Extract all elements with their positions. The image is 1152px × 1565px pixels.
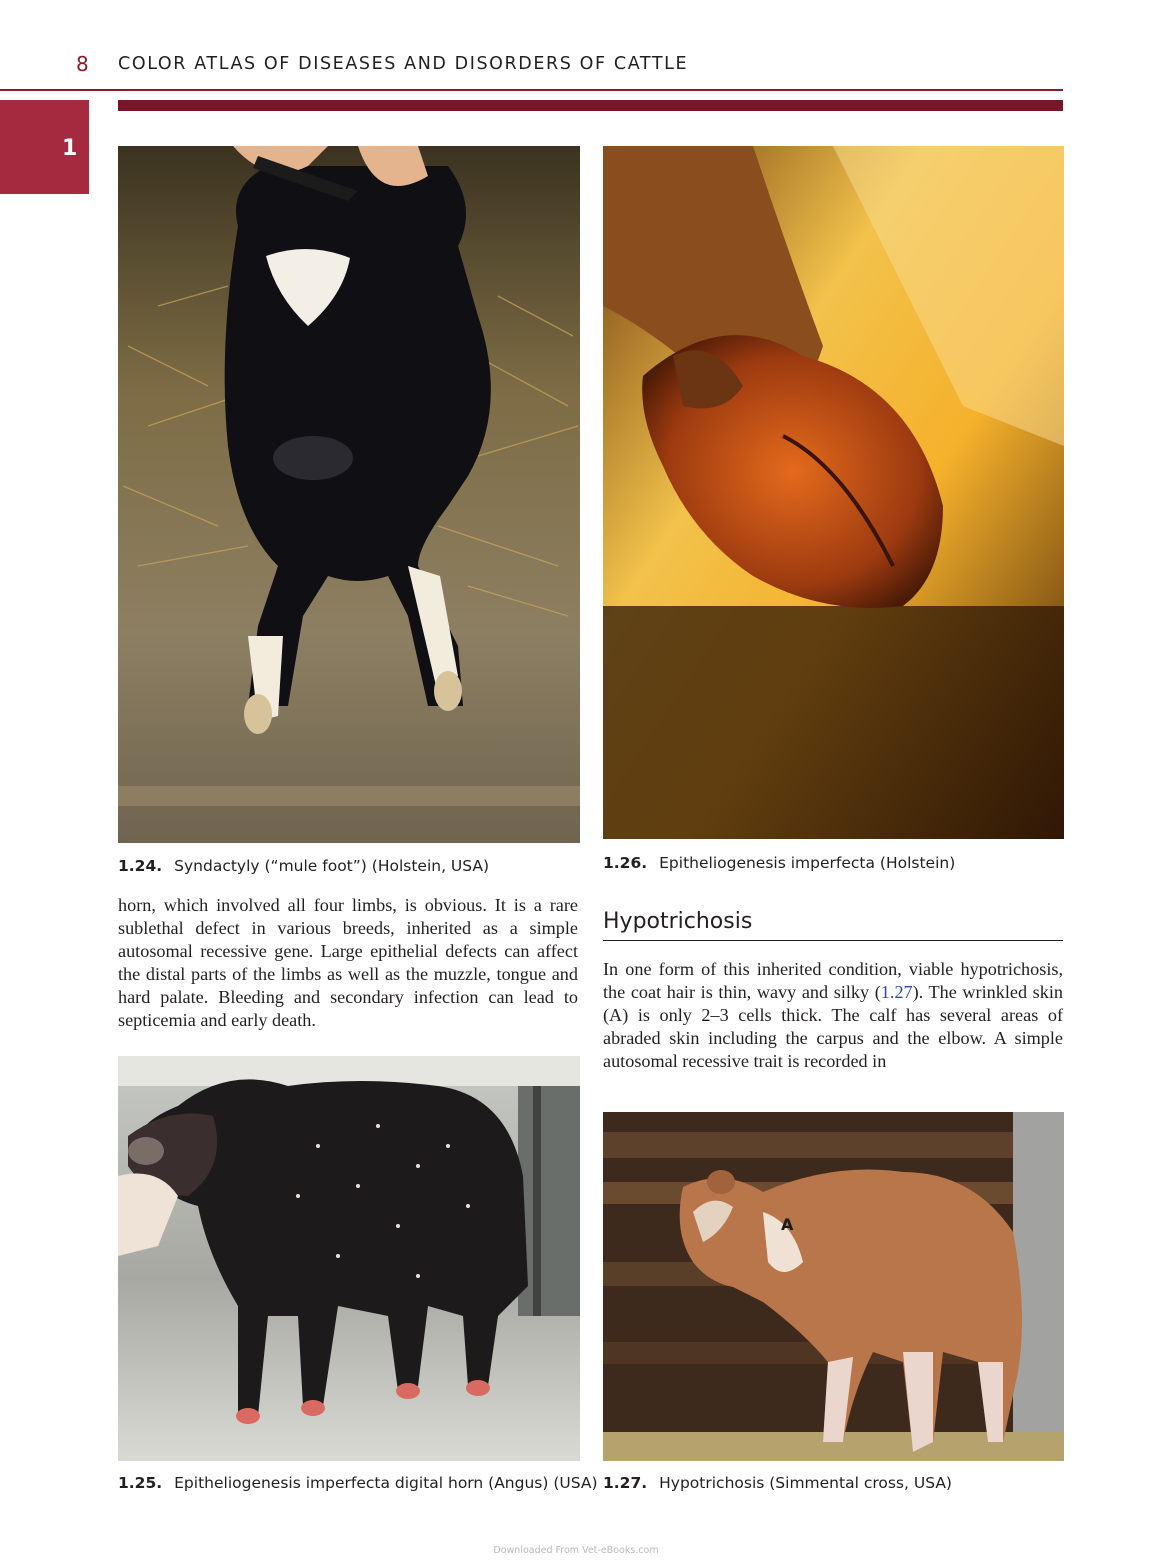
figure-1-25-photo — [118, 1056, 580, 1461]
header-rule-thin — [0, 89, 1063, 91]
figure-1-27-photo — [603, 1112, 1064, 1461]
section-paragraph — [603, 958, 1063, 1073]
figure-1-27-caption — [603, 1474, 952, 1492]
figure-caption-text: Syndactyly (“mule foot”) (Holstein, USA) — [174, 857, 490, 875]
figure-reference-link[interactable]: 1.27 — [880, 982, 913, 1002]
paragraph-text-part2: ). The wrinkled skin (A) is only 2–3 cells thick. The calf has several areas of abraded skin including the carpus and the elbow. A simple autosomal recessive trait is recorded in — [603, 982, 1063, 1071]
figure-number: 1.24. — [118, 857, 163, 875]
figure-1-25-caption — [118, 1474, 598, 1492]
photo-label-a: A — [781, 1215, 794, 1234]
figure-number: 1.27. — [603, 1474, 648, 1492]
running-title: COLOR ATLAS OF DISEASES AND DISORDERS OF CATTLE — [118, 54, 689, 74]
figure-1-24-photo — [118, 146, 580, 843]
chapter-number: 1 — [62, 136, 78, 161]
figure-number: 1.26. — [603, 854, 648, 872]
figure-caption-text: Epitheliogenesis imperfecta (Holstein) — [659, 854, 956, 872]
section-heading: Hypotrichosis — [603, 909, 1063, 941]
figure-1-26-photo — [603, 146, 1064, 839]
chapter-tab — [0, 100, 89, 194]
left-body-paragraph: horn, which involved all four limbs, is obvious. It is a rare sublethal defect in various breeds, inherited as a simple autosomal recessive gene. Large epithelial defects can affect the distal parts of the limbs as well as the muzzle, tongue and hard palate. Bleeding and secondary infection can lead to septicemia and early death. — [118, 895, 578, 1030]
figure-1-24-caption — [118, 857, 489, 875]
page-number: 8 — [76, 52, 90, 76]
figure-caption-text: Hypotrichosis (Simmental cross, USA) — [659, 1474, 952, 1492]
figure-1-26-caption — [603, 854, 955, 872]
header-rule-thick — [118, 100, 1063, 111]
figure-number: 1.25. — [118, 1474, 163, 1492]
paragraph-text-part1: In one form of this inherited condition, viable hypotrichosis, the coat hair is thin, wavy and silky ( — [603, 959, 1063, 1002]
running-header — [0, 52, 1152, 82]
footer-watermark: Downloaded From Vet-eBooks.com — [493, 1545, 659, 1556]
figure-caption-text: Epitheliogenesis imperfecta digital horn (Angus) (USA) — [174, 1474, 598, 1492]
